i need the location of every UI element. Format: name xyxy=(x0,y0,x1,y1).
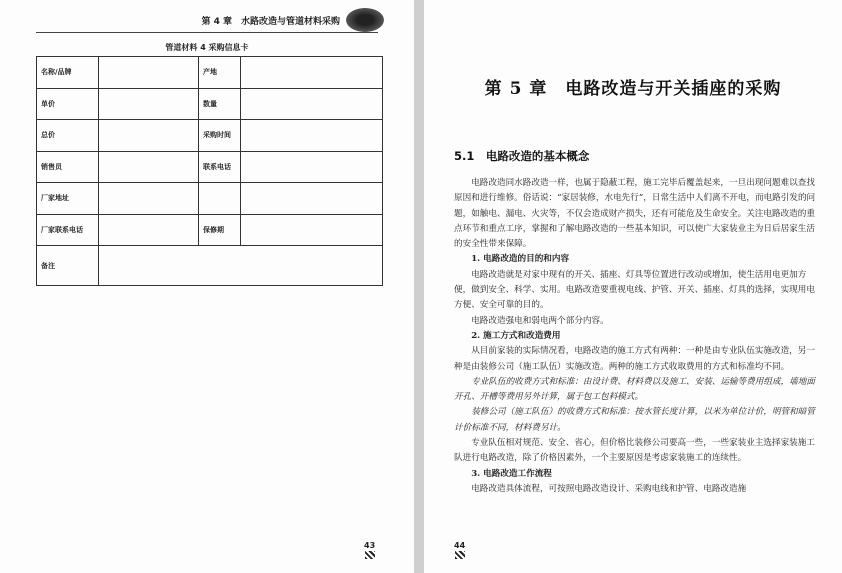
table-row xyxy=(37,57,383,89)
table-row xyxy=(37,151,383,183)
page-marker-icon xyxy=(455,551,465,559)
running-head xyxy=(201,8,384,32)
paragraph: 从目前家装的实际情况看，电路改造的施工方式有两种：一种是由专业队伍实施改造，另一种是由装修公司（施工队伍）实施改造。两种的施工方式收取费用的方式和标准均不同。 xyxy=(454,346,815,372)
empty-cell xyxy=(241,120,383,152)
row-label: 备注 xyxy=(37,246,99,286)
row-label: 保修期 xyxy=(199,214,241,246)
table-row xyxy=(37,88,383,120)
empty-cell xyxy=(99,57,199,89)
paragraph: 专业队伍相对规范、安全、省心，但价格比装修公司要高一些，一些家装业主选择家装施工队进行电路改造，除了价格因素外，一个主要原因是考虑家装施工的连续性。 xyxy=(454,438,815,464)
table-row xyxy=(37,246,383,286)
book-gutter xyxy=(414,0,424,573)
chapter-title: 第 5 章 电路改造与开关插座的采购 xyxy=(484,79,782,99)
row-label: 名称/品牌 xyxy=(37,57,99,89)
row-label: 数量 xyxy=(199,88,241,120)
paragraph: 装修公司（施工队伍）的收费方式和标准：按水管长度计算，以米为单位计价，明管和暗管计价标准不同，材料费另计。 xyxy=(454,407,815,433)
empty-cell xyxy=(241,151,383,183)
section-title: 5.1 电路改造的基本概念 xyxy=(454,149,590,163)
paragraph: 电路改造强电和弱电两个部分内容。 xyxy=(471,315,609,326)
right-page xyxy=(424,0,842,573)
page-marker-icon xyxy=(365,551,375,559)
paragraph: 电路改造就是对家中现有的开关、插座、灯具等位置进行改动或增加，使生活用电更加方便，做到安全、科学、实用。电路改造要重视电线、护管、开关、插座、灯具的选择，实现用电方便、安全可靠的目的。 xyxy=(454,269,815,311)
paragraph: 专业队伍的收费方式和标准：由设计费、材料费以及施工、安装、运输等费用组成，墙地面开孔、开槽等费用另外计算，属于包工包料模式。 xyxy=(454,376,815,403)
left-page xyxy=(0,0,414,573)
table-title: 管道材料 4 采购信息卡 xyxy=(165,43,249,52)
page-number xyxy=(454,541,465,559)
empty-cell xyxy=(241,88,383,120)
paragraph: 电路改造同水路改造一样，也属于隐蔽工程，施工完毕后覆盖起来，一旦出现问题难以查找原因和进行维修。俗话说：“家居装修，水电先行”，日常生活中人们离不开电，而电路引发的问题，如触电、漏电、火灾等，不仅会造成财产损失，还有可能危及生命安全。关注电路改造的重点环节和重点工序，掌握和了解电路改造的一些基本知识，可以使广大家装业主为日后居家生活的安全性带来保障。 xyxy=(454,178,816,250)
empty-cell xyxy=(241,214,383,246)
paragraph: 电路改造具体流程，可按照电路改造设计、采购电线和护管、电路改造施 xyxy=(471,483,747,494)
table-row xyxy=(37,214,383,246)
subheading: 1. 电路改造的目的和内容 xyxy=(471,254,570,265)
table-row xyxy=(37,183,383,215)
purchase-info-card xyxy=(36,56,383,286)
empty-cell xyxy=(99,151,199,183)
row-label: 采购时间 xyxy=(199,120,241,152)
table-row xyxy=(37,120,383,152)
page-number-text: 44 xyxy=(454,541,466,550)
empty-cell xyxy=(99,120,199,152)
row-label xyxy=(199,183,241,215)
running-head-text: 第 4 章 水路改造与管道材料采购 xyxy=(201,16,340,27)
subheading: 3. 电路改造工作流程 xyxy=(471,468,552,479)
row-label: 厂家联系电话 xyxy=(37,214,99,246)
row-label: 联系电话 xyxy=(199,151,241,183)
empty-cell xyxy=(241,57,383,89)
empty-cell xyxy=(99,88,199,120)
page-number xyxy=(364,541,375,559)
empty-cell xyxy=(99,183,199,215)
row-label: 产地 xyxy=(199,57,241,89)
empty-cell xyxy=(241,183,383,215)
header-rule xyxy=(36,32,378,33)
ink-blot-icon xyxy=(346,8,384,32)
page-number-text: 43 xyxy=(364,541,376,550)
row-label: 总价 xyxy=(37,120,99,152)
row-label: 单价 xyxy=(37,88,99,120)
subheading: 2. 施工方式和改造费用 xyxy=(471,330,561,341)
empty-cell xyxy=(99,214,199,246)
body-text xyxy=(454,176,816,497)
row-label: 销售员 xyxy=(37,151,99,183)
row-label: 厂家地址 xyxy=(37,183,99,215)
empty-cell xyxy=(99,246,383,286)
